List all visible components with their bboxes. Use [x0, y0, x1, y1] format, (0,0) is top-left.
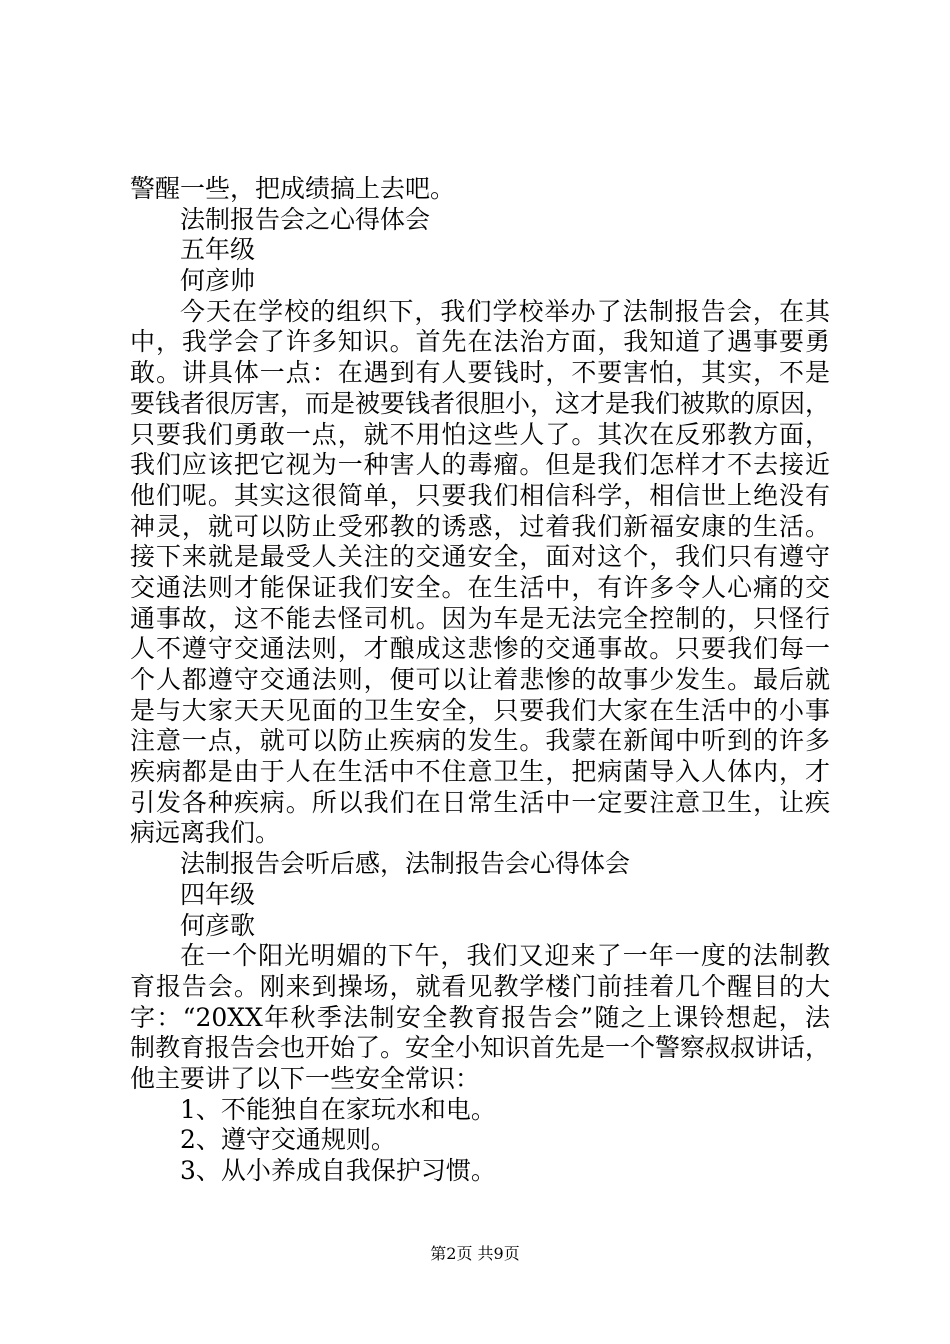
text-line: 病远离我们。: [130, 818, 281, 848]
text-line: 制教育报告会也开始了。安全小知识首先是一个警察叔叔讲话，: [130, 1033, 831, 1063]
text-line: 在一个阳光明媚的下午，我们又迎来了一年一度的法制教: [180, 941, 830, 971]
text-line: 四年级: [180, 879, 256, 909]
text-line: 今天在学校的组织下，我们学校举办了法制报告会，在其: [180, 296, 830, 326]
text-line: 字：“20XX年秋季法制安全教育报告会”随之上课铃想起，法: [130, 1002, 830, 1032]
text-line: 神灵，就可以防止受邪教的诱惑，过着我们新福安康的生活。: [130, 511, 830, 541]
text-line: 我们应该把它视为一种害人的毒瘤。但是我们怎样才不去接近: [130, 450, 830, 480]
text-line: 法制报告会之心得体会: [180, 204, 431, 234]
document-body: [130, 174, 830, 1187]
text-line: 通事故，这不能去怪司机。因为车是无法完全控制的，只怪行: [130, 603, 830, 633]
text-line: 法制报告会听后感，法制报告会心得体会: [180, 849, 631, 879]
text-line: 要钱者很厉害，而是被要钱者很胆小，这才是我们被欺的原因，: [130, 388, 831, 418]
text-line: 何彦歌: [180, 910, 256, 940]
text-line: 引发各种疾病。所以我们在日常生活中一定要注意卫生，让疾: [130, 787, 830, 817]
text-line: 他主要讲了以下一些安全常识：: [130, 1063, 481, 1093]
text-line: 五年级: [180, 235, 256, 265]
text-line: 注意一点，就可以防止疾病的发生。我蒙在新闻中听到的许多: [130, 726, 830, 756]
text-line: 疾病都是由于人在生活中不住意卫生，把病菌导入人体内，才: [130, 757, 830, 787]
text-line: 1、不能独自在家玩水和电。: [180, 1094, 496, 1124]
text-line: 2、遵守交通规则。: [180, 1125, 396, 1155]
text-line: 警醒一些，把成绩搞上去吧。: [130, 174, 456, 203]
text-line: 育报告会。刚来到操场，就看见教学楼门前挂着几个醒目的大: [130, 971, 830, 1001]
text-line: 中，我学会了许多知识。首先在法治方面，我知道了遇事要勇: [130, 327, 830, 357]
text-line: 接下来就是最受人关注的交通安全，面对这个，我们只有遵守: [130, 542, 830, 572]
text-line: 人不遵守交通法则，才酿成这悲惨的交通事故。只要我们每一: [130, 634, 830, 664]
text-line: 个人都遵守交通法则，便可以让着悲惨的故事少发生。最后就: [130, 665, 830, 694]
text-line: 只要我们勇敢一点，就不用怕这些人了。其次在反邪教方面，: [130, 419, 830, 449]
text-line: 是与大家天天见面的卫生安全，只要我们大家在生活中的小事: [130, 695, 830, 725]
page-footer: 第2页 共9页: [430, 1244, 520, 1263]
text-line: 交通法则才能保证我们安全。在生活中，有许多令人心痛的交: [130, 572, 830, 602]
text-line: 敢。讲具体一点：在遇到有人要钱时，不要害怕，其实，不是: [130, 358, 830, 388]
text-line: 3、从小养成自我保护习惯。: [180, 1156, 496, 1185]
text-line: 他们呢。其实这很简单，只要我们相信科学，相信世上绝没有: [130, 480, 830, 510]
text-line: 何彦帅: [180, 266, 256, 296]
